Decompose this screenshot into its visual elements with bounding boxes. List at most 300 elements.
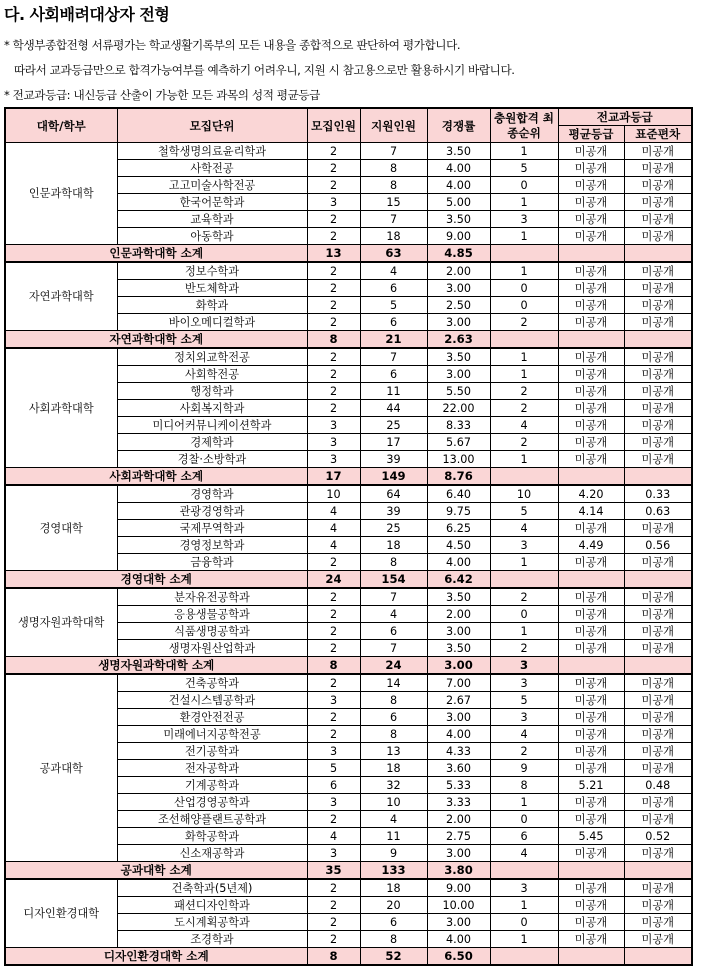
subtotal-quota: 13 — [307, 245, 360, 263]
ratio-cell: 22.00 — [427, 400, 490, 417]
std-dev-cell: 미공개 — [624, 194, 692, 211]
std-dev-cell: 미공개 — [624, 160, 692, 177]
applicants-cell: 4 — [360, 262, 427, 280]
major-name: 경영정보학과 — [117, 537, 307, 554]
subtotal-std — [624, 571, 692, 589]
major-name: 기계공학과 — [117, 777, 307, 794]
subtotal-ratio: 4.85 — [427, 245, 490, 263]
major-name: 국제무역학과 — [117, 520, 307, 537]
rank-cell: 2 — [490, 640, 558, 657]
quota-cell: 2 — [307, 143, 360, 160]
ratio-cell: 4.00 — [427, 931, 490, 948]
avg-grade-cell: 미공개 — [558, 623, 624, 640]
major-name: 사회학전공 — [117, 366, 307, 383]
quota-cell: 2 — [307, 914, 360, 931]
avg-grade-cell: 미공개 — [558, 760, 624, 777]
std-dev-cell: 미공개 — [624, 726, 692, 743]
major-name: 반도체학과 — [117, 280, 307, 297]
applicants-cell: 18 — [360, 760, 427, 777]
rank-cell: 1 — [490, 897, 558, 914]
ratio-cell: 3.00 — [427, 914, 490, 931]
avg-grade-cell: 미공개 — [558, 914, 624, 931]
ratio-cell: 4.00 — [427, 554, 490, 571]
subtotal-row — [5, 245, 692, 263]
ratio-cell: 6.40 — [427, 485, 490, 503]
avg-grade-cell: 미공개 — [558, 297, 624, 314]
ratio-cell: 10.00 — [427, 897, 490, 914]
ratio-cell: 3.50 — [427, 640, 490, 657]
quota-cell: 2 — [307, 366, 360, 383]
major-name: 고고미술사학전공 — [117, 177, 307, 194]
quota-cell: 2 — [307, 588, 360, 606]
rank-cell: 1 — [490, 794, 558, 811]
rank-cell: 10 — [490, 485, 558, 503]
major-name: 화학공학과 — [117, 828, 307, 845]
header-ratio: 경쟁률 — [427, 108, 490, 143]
rank-cell: 2 — [490, 743, 558, 760]
major-name: 도시계획공학과 — [117, 914, 307, 931]
quota-cell: 2 — [307, 554, 360, 571]
std-dev-cell: 미공개 — [624, 709, 692, 726]
rank-cell: 3 — [490, 537, 558, 554]
ratio-cell: 3.00 — [427, 709, 490, 726]
major-name: 식품생명공학과 — [117, 623, 307, 640]
avg-grade-cell: 미공개 — [558, 897, 624, 914]
applicants-cell: 4 — [360, 811, 427, 828]
std-dev-cell: 미공개 — [624, 434, 692, 451]
std-dev-cell: 미공개 — [624, 743, 692, 760]
rank-cell: 5 — [490, 503, 558, 520]
rank-cell: 1 — [490, 366, 558, 383]
ratio-cell: 3.00 — [427, 623, 490, 640]
ratio-cell: 4.33 — [427, 743, 490, 760]
rank-cell: 3 — [490, 709, 558, 726]
quota-cell: 2 — [307, 709, 360, 726]
subtotal-ratio: 6.42 — [427, 571, 490, 589]
std-dev-cell: 미공개 — [624, 314, 692, 331]
major-name: 경영학과 — [117, 485, 307, 503]
avg-grade-cell: 미공개 — [558, 366, 624, 383]
quota-cell: 2 — [307, 931, 360, 948]
std-dev-cell: 미공개 — [624, 845, 692, 862]
avg-grade-cell: 미공개 — [558, 228, 624, 245]
applicants-cell: 6 — [360, 709, 427, 726]
rank-cell: 1 — [490, 554, 558, 571]
avg-grade-cell: 4.49 — [558, 537, 624, 554]
subtotal-rank — [490, 948, 558, 966]
subtotal-std — [624, 862, 692, 880]
applicants-cell: 14 — [360, 674, 427, 692]
rank-cell: 0 — [490, 914, 558, 931]
applicants-cell: 39 — [360, 451, 427, 468]
college-name: 경영대학 — [5, 485, 117, 571]
quota-cell: 2 — [307, 640, 360, 657]
avg-grade-cell: 미공개 — [558, 520, 624, 537]
quota-cell: 4 — [307, 520, 360, 537]
major-name: 전기공학과 — [117, 743, 307, 760]
avg-grade-cell: 미공개 — [558, 931, 624, 948]
ratio-cell: 4.50 — [427, 537, 490, 554]
subtotal-avg — [558, 948, 624, 966]
applicants-cell: 8 — [360, 726, 427, 743]
quota-cell: 2 — [307, 879, 360, 897]
subtotal-std — [624, 468, 692, 486]
subtotal-std — [624, 331, 692, 349]
ratio-cell: 3.00 — [427, 314, 490, 331]
college-name: 생명자원과학대학 — [5, 588, 117, 657]
subtotal-std — [624, 657, 692, 675]
avg-grade-cell: 미공개 — [558, 674, 624, 692]
avg-grade-cell: 미공개 — [558, 554, 624, 571]
ratio-cell: 3.00 — [427, 366, 490, 383]
avg-grade-cell: 미공개 — [558, 845, 624, 862]
college-name: 인문과학대학 — [5, 143, 117, 245]
std-dev-cell: 미공개 — [624, 262, 692, 280]
major-name: 패션디자인학과 — [117, 897, 307, 914]
table-row — [5, 588, 692, 606]
std-dev-cell: 미공개 — [624, 348, 692, 366]
subtotal-avg — [558, 245, 624, 263]
subtotal-row — [5, 331, 692, 349]
major-name: 금융학과 — [117, 554, 307, 571]
ratio-cell: 3.60 — [427, 760, 490, 777]
ratio-cell: 3.50 — [427, 211, 490, 228]
major-name: 한국어문학과 — [117, 194, 307, 211]
std-dev-cell: 미공개 — [624, 451, 692, 468]
table-body — [5, 143, 692, 966]
std-dev-cell: 미공개 — [624, 692, 692, 709]
applicants-cell: 10 — [360, 794, 427, 811]
std-dev-cell: 미공개 — [624, 794, 692, 811]
avg-grade-cell: 미공개 — [558, 811, 624, 828]
quota-cell: 3 — [307, 794, 360, 811]
table-row — [5, 674, 692, 692]
std-dev-cell: 미공개 — [624, 366, 692, 383]
ratio-cell: 9.75 — [427, 503, 490, 520]
subtotal-ratio: 3.80 — [427, 862, 490, 880]
quota-cell: 4 — [307, 503, 360, 520]
header-grade-group: 전교과등급 — [558, 108, 692, 126]
quota-cell: 2 — [307, 674, 360, 692]
avg-grade-cell: 5.21 — [558, 777, 624, 794]
avg-grade-cell: 미공개 — [558, 588, 624, 606]
quota-cell: 5 — [307, 760, 360, 777]
major-name: 건설시스템공학과 — [117, 692, 307, 709]
rank-cell: 5 — [490, 692, 558, 709]
ratio-cell: 2.75 — [427, 828, 490, 845]
subtotal-avg — [558, 571, 624, 589]
college-name: 자연과학대학 — [5, 262, 117, 331]
subtotal-label: 공과대학 소계 — [5, 862, 307, 880]
quota-cell: 2 — [307, 297, 360, 314]
subtotal-rank — [490, 571, 558, 589]
ratio-cell: 4.00 — [427, 726, 490, 743]
header-quota: 모집인원 — [307, 108, 360, 143]
subtotal-applicants: 154 — [360, 571, 427, 589]
ratio-cell: 9.00 — [427, 879, 490, 897]
subtotal-avg — [558, 862, 624, 880]
subtotal-quota: 8 — [307, 331, 360, 349]
table-row — [5, 348, 692, 366]
rank-cell: 1 — [490, 262, 558, 280]
applicants-cell: 11 — [360, 383, 427, 400]
rank-cell: 1 — [490, 931, 558, 948]
subtotal-quota: 17 — [307, 468, 360, 486]
std-dev-cell: 미공개 — [624, 520, 692, 537]
ratio-cell: 3.50 — [427, 348, 490, 366]
major-name: 조선해양플랜트공학과 — [117, 811, 307, 828]
subtotal-quota: 35 — [307, 862, 360, 880]
applicants-cell: 8 — [360, 160, 427, 177]
major-name: 관광경영학과 — [117, 503, 307, 520]
rank-cell: 3 — [490, 879, 558, 897]
major-name: 경찰·소방학과 — [117, 451, 307, 468]
ratio-cell: 9.00 — [427, 228, 490, 245]
avg-grade-cell: 4.20 — [558, 485, 624, 503]
applicants-cell: 6 — [360, 280, 427, 297]
rank-cell: 2 — [490, 434, 558, 451]
major-name: 아동학과 — [117, 228, 307, 245]
rank-cell: 3 — [490, 674, 558, 692]
quota-cell: 3 — [307, 845, 360, 862]
avg-grade-cell: 미공개 — [558, 262, 624, 280]
rank-cell: 0 — [490, 297, 558, 314]
std-dev-cell: 0.63 — [624, 503, 692, 520]
table-row — [5, 485, 692, 503]
subtotal-ratio: 3.00 — [427, 657, 490, 675]
ratio-cell: 3.33 — [427, 794, 490, 811]
avg-grade-cell: 미공개 — [558, 417, 624, 434]
std-dev-cell: 0.56 — [624, 537, 692, 554]
quota-cell: 3 — [307, 692, 360, 709]
rank-cell: 9 — [490, 760, 558, 777]
ratio-cell: 4.00 — [427, 177, 490, 194]
quota-cell: 2 — [307, 262, 360, 280]
std-dev-cell: 미공개 — [624, 280, 692, 297]
rank-cell: 1 — [490, 348, 558, 366]
major-name: 조경학과 — [117, 931, 307, 948]
avg-grade-cell: 4.14 — [558, 503, 624, 520]
subtotal-row — [5, 657, 692, 675]
college-name: 사회과학대학 — [5, 348, 117, 468]
quota-cell: 4 — [307, 537, 360, 554]
major-name: 화학과 — [117, 297, 307, 314]
quota-cell: 3 — [307, 194, 360, 211]
subtotal-row — [5, 862, 692, 880]
avg-grade-cell: 미공개 — [558, 194, 624, 211]
avg-grade-cell: 미공개 — [558, 280, 624, 297]
avg-grade-cell: 미공개 — [558, 400, 624, 417]
applicants-cell: 7 — [360, 640, 427, 657]
rank-cell: 0 — [490, 606, 558, 623]
applicants-cell: 7 — [360, 588, 427, 606]
applicants-cell: 5 — [360, 297, 427, 314]
table-row — [5, 262, 692, 280]
applicants-cell: 8 — [360, 692, 427, 709]
applicants-cell: 6 — [360, 623, 427, 640]
avg-grade-cell: 미공개 — [558, 177, 624, 194]
major-name: 미래에너지공학전공 — [117, 726, 307, 743]
major-name: 건축공학과 — [117, 674, 307, 692]
std-dev-cell: 미공개 — [624, 177, 692, 194]
rank-cell: 4 — [490, 417, 558, 434]
major-name: 경제학과 — [117, 434, 307, 451]
major-name: 사회복지학과 — [117, 400, 307, 417]
std-dev-cell: 미공개 — [624, 623, 692, 640]
rank-cell: 2 — [490, 588, 558, 606]
quota-cell: 3 — [307, 743, 360, 760]
applicants-cell: 20 — [360, 897, 427, 914]
std-dev-cell: 미공개 — [624, 606, 692, 623]
avg-grade-cell: 미공개 — [558, 211, 624, 228]
applicants-cell: 7 — [360, 143, 427, 160]
std-dev-cell: 미공개 — [624, 914, 692, 931]
quota-cell: 2 — [307, 177, 360, 194]
applicants-cell: 18 — [360, 228, 427, 245]
ratio-cell: 5.33 — [427, 777, 490, 794]
quota-cell: 3 — [307, 451, 360, 468]
subtotal-applicants: 52 — [360, 948, 427, 966]
std-dev-cell: 미공개 — [624, 383, 692, 400]
major-name: 바이오메디컬학과 — [117, 314, 307, 331]
subtotal-avg — [558, 331, 624, 349]
subtotal-applicants: 24 — [360, 657, 427, 675]
avg-grade-cell: 5.45 — [558, 828, 624, 845]
quota-cell: 2 — [307, 606, 360, 623]
avg-grade-cell: 미공개 — [558, 160, 624, 177]
applicants-cell: 64 — [360, 485, 427, 503]
ratio-cell: 6.25 — [427, 520, 490, 537]
subtotal-applicants: 149 — [360, 468, 427, 486]
quota-cell: 2 — [307, 211, 360, 228]
quota-cell: 2 — [307, 897, 360, 914]
quota-cell: 2 — [307, 400, 360, 417]
ratio-cell: 8.33 — [427, 417, 490, 434]
applicants-cell: 13 — [360, 743, 427, 760]
major-name: 생명자원산업학과 — [117, 640, 307, 657]
major-name: 미디어커뮤니케이션학과 — [117, 417, 307, 434]
major-name: 산업경영공학과 — [117, 794, 307, 811]
major-name: 전자공학과 — [117, 760, 307, 777]
rank-cell: 0 — [490, 811, 558, 828]
rank-cell: 2 — [490, 314, 558, 331]
std-dev-cell: 미공개 — [624, 143, 692, 160]
std-dev-cell: 0.48 — [624, 777, 692, 794]
header-major: 모집단위 — [117, 108, 307, 143]
ratio-cell: 2.50 — [427, 297, 490, 314]
subtotal-rank — [490, 245, 558, 263]
major-name: 정보수학과 — [117, 262, 307, 280]
subtotal-row — [5, 468, 692, 486]
subtotal-label: 생명자원과학대학 소계 — [5, 657, 307, 675]
subtotal-label: 인문과학대학 소계 — [5, 245, 307, 263]
subtotal-label: 사회과학대학 소계 — [5, 468, 307, 486]
avg-grade-cell: 미공개 — [558, 692, 624, 709]
ratio-cell: 3.00 — [427, 280, 490, 297]
subtotal-applicants: 21 — [360, 331, 427, 349]
major-name: 분자유전공학과 — [117, 588, 307, 606]
note-reference: 따라서 교과등급만으로 합격가능여부를 예측하기 어려우니, 지원 시 참고용으로만 활용하시기 바랍니다. — [14, 63, 515, 77]
subtotal-row — [5, 571, 692, 589]
std-dev-cell: 미공개 — [624, 931, 692, 948]
applicants-cell: 44 — [360, 400, 427, 417]
subtotal-quota: 24 — [307, 571, 360, 589]
rank-cell: 2 — [490, 383, 558, 400]
std-dev-cell: 미공개 — [624, 879, 692, 897]
rank-cell: 4 — [490, 726, 558, 743]
std-dev-cell: 미공개 — [624, 811, 692, 828]
avg-grade-cell: 미공개 — [558, 434, 624, 451]
avg-grade-cell: 미공개 — [558, 726, 624, 743]
page-title: 다. 사회배려대상자 전형 — [4, 5, 170, 24]
ratio-cell: 3.50 — [427, 143, 490, 160]
rank-cell: 8 — [490, 777, 558, 794]
std-dev-cell: 미공개 — [624, 674, 692, 692]
quota-cell: 10 — [307, 485, 360, 503]
major-name: 행정학과 — [117, 383, 307, 400]
ratio-cell: 5.50 — [427, 383, 490, 400]
applicants-cell: 7 — [360, 211, 427, 228]
subtotal-std — [624, 948, 692, 966]
rank-cell: 1 — [490, 451, 558, 468]
ratio-cell: 3.00 — [427, 845, 490, 862]
rank-cell: 4 — [490, 520, 558, 537]
applicants-cell: 18 — [360, 537, 427, 554]
subtotal-quota: 8 — [307, 948, 360, 966]
ratio-cell: 4.00 — [427, 160, 490, 177]
std-dev-cell: 미공개 — [624, 211, 692, 228]
subtotal-ratio: 2.63 — [427, 331, 490, 349]
note-evaluation: * 학생부종합전형 서류평가는 학교생활기록부의 모든 내용을 종합적으로 판단하여 평가합니다. — [4, 38, 461, 52]
rank-cell: 1 — [490, 623, 558, 640]
subtotal-label: 경영대학 소계 — [5, 571, 307, 589]
std-dev-cell: 미공개 — [624, 588, 692, 606]
ratio-cell: 5.00 — [427, 194, 490, 211]
major-name: 신소재공학과 — [117, 845, 307, 862]
major-name: 응용생물공학과 — [117, 606, 307, 623]
quota-cell: 2 — [307, 811, 360, 828]
major-name: 철학생명의료윤리학과 — [117, 143, 307, 160]
rank-cell: 1 — [490, 194, 558, 211]
applicants-cell: 15 — [360, 194, 427, 211]
subtotal-avg — [558, 657, 624, 675]
std-dev-cell: 0.52 — [624, 828, 692, 845]
subtotal-applicants: 63 — [360, 245, 427, 263]
applicants-cell: 39 — [360, 503, 427, 520]
avg-grade-cell: 미공개 — [558, 314, 624, 331]
subtotal-ratio: 6.50 — [427, 948, 490, 966]
avg-grade-cell: 미공개 — [558, 709, 624, 726]
rank-cell: 3 — [490, 211, 558, 228]
applicants-cell: 11 — [360, 828, 427, 845]
applicants-cell: 4 — [360, 606, 427, 623]
applicants-cell: 17 — [360, 434, 427, 451]
subtotal-row — [5, 948, 692, 966]
rank-cell: 1 — [490, 228, 558, 245]
quota-cell: 2 — [307, 280, 360, 297]
quota-cell: 3 — [307, 434, 360, 451]
avg-grade-cell: 미공개 — [558, 640, 624, 657]
quota-cell: 2 — [307, 314, 360, 331]
applicants-cell: 9 — [360, 845, 427, 862]
avg-grade-cell: 미공개 — [558, 743, 624, 760]
quota-cell: 2 — [307, 160, 360, 177]
avg-grade-cell: 미공개 — [558, 383, 624, 400]
college-name: 디자인환경대학 — [5, 879, 117, 948]
quota-cell: 2 — [307, 348, 360, 366]
header-college: 대학/학부 — [5, 108, 117, 143]
std-dev-cell: 미공개 — [624, 400, 692, 417]
